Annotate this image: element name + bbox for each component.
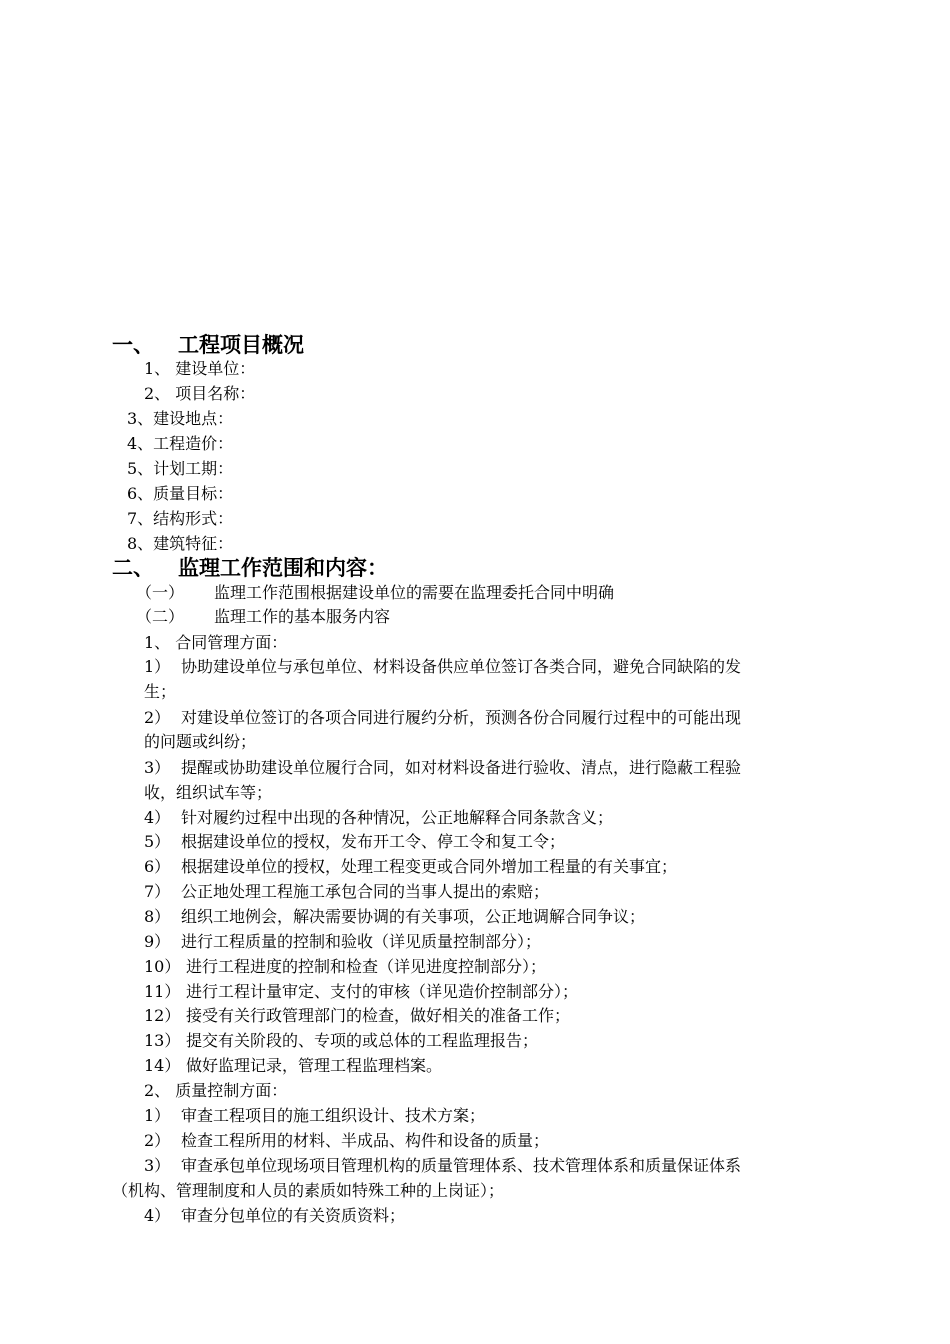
project-item-6: 6、质量目标： (127, 484, 234, 503)
contract-item-5-text: 根据建设单位的授权，发布开工令、停工令和复工令； (181, 832, 566, 851)
contract-item-3 (144, 756, 741, 780)
contract-item-9 (144, 930, 541, 954)
contract-item-11-num: 11） (144, 982, 181, 1001)
contract-item-8 (144, 905, 645, 929)
quality-item-1-text: 审查工程项目的施工组织设计、技术方案； (181, 1106, 486, 1125)
contract-item-14-text: 做好监理记录，管理工程监理档案。 (186, 1056, 443, 1075)
quality-item-3-cont: （机构、管理制度和人员的素质如特殊工种的上岗证）； (112, 1181, 505, 1200)
contract-item-3-num: 3） (144, 758, 171, 777)
section-1-heading (112, 332, 304, 358)
contract-item-3-cont: 收，组织试车等； (144, 783, 273, 802)
contract-item-8-text: 组织工地例会，解决需要协调的有关事项，公正地调解合同争议； (181, 907, 646, 926)
quality-item-2-num: 2） (144, 1131, 171, 1150)
subsection-1 (136, 581, 614, 605)
contract-item-7 (144, 880, 549, 904)
contract-item-4-text: 针对履约过程中出现的各种情况，公正地解释合同条款含义； (181, 808, 614, 827)
contract-item-3-text: 提醒或协助建设单位履行合同，如对材料设备进行验收、清点，进行隐蔽工程验 (181, 758, 742, 777)
contract-item-9-num: 9） (144, 932, 171, 951)
project-item-2: 2、 项目名称： (144, 384, 256, 403)
section-2-heading (112, 555, 388, 581)
quality-item-3-num: 3） (144, 1156, 171, 1175)
contract-item-11 (144, 980, 578, 1004)
subsection-1-text: 监理工作范围根据建设单位的需要在监理委托合同中明确 (214, 583, 615, 602)
quality-item-2-text: 检查工程所用的材料、半成品、构件和设备的质量； (181, 1131, 550, 1150)
contract-item-9-text: 进行工程质量的控制和验收（详见质量控制部分）； (181, 932, 542, 951)
contract-item-10-text: 进行工程进度的控制和检查（详见进度控制部分）； (186, 957, 547, 976)
contract-item-7-text: 公正地处理工程施工承包合同的当事人提出的索赔； (181, 882, 550, 901)
quality-item-2 (144, 1129, 549, 1153)
section-2-title: 监理工作范围和内容： (178, 555, 388, 580)
project-item-1: 1、 建设单位： (144, 359, 256, 378)
subsection-2 (136, 605, 390, 629)
contract-item-6 (144, 855, 677, 879)
contract-item-14-num: 14） (144, 1056, 181, 1075)
contract-item-2 (144, 706, 741, 730)
contract-item-7-num: 7） (144, 882, 171, 901)
section-1-title: 工程项目概况 (178, 332, 304, 357)
contract-item-14 (144, 1054, 442, 1078)
section-2-number: 二、 (112, 555, 154, 580)
project-item-4: 4、工程造价： (127, 434, 234, 453)
contract-item-5 (144, 830, 565, 854)
project-item-5: 5、计划工期： (127, 459, 234, 478)
subsection-1-label: （一） (136, 583, 185, 602)
contract-item-4-num: 4） (144, 808, 171, 827)
section-1-number: 一、 (112, 332, 154, 357)
quality-item-4-num: 4） (144, 1206, 171, 1225)
contract-item-1 (144, 655, 741, 679)
contract-item-11-text: 进行工程计量审定、支付的审核（详见造价控制部分）； (186, 982, 579, 1001)
quality-item-4 (144, 1204, 405, 1228)
contract-item-12-num: 12） (144, 1006, 181, 1025)
project-item-3: 3、建设地点： (127, 409, 234, 428)
contract-item-4 (144, 806, 613, 830)
quality-item-1 (144, 1104, 485, 1128)
quality-item-4-text: 审查分包单位的有关资质资料； (181, 1206, 406, 1225)
contract-item-12-text: 接受有关行政管理部门的检查，做好相关的准备工作； (186, 1006, 571, 1025)
project-item-8: 8、建筑特征： (127, 534, 234, 553)
contract-item-1-num: 1） (144, 657, 171, 676)
contract-item-2-text: 对建设单位签订的各项合同进行履约分析，预测各份合同履行过程中的可能出现 (181, 708, 742, 727)
contract-item-10-num: 10） (144, 957, 181, 976)
contract-item-2-cont: 的问题或纠纷； (144, 732, 257, 751)
contract-item-2-num: 2） (144, 708, 171, 727)
contract-item-13-num: 13） (144, 1031, 181, 1050)
contract-item-12 (144, 1004, 570, 1028)
quality-heading: 2、 质量控制方面： (144, 1081, 288, 1100)
contract-item-6-text: 根据建设单位的授权，处理工程变更或合同外增加工程量的有关事宜； (181, 857, 678, 876)
quality-item-3 (144, 1154, 741, 1178)
contract-heading: 1、 合同管理方面： (144, 633, 288, 652)
contract-item-8-num: 8） (144, 907, 171, 926)
contract-item-1-cont: 生； (144, 682, 177, 701)
project-item-7: 7、结构形式： (127, 509, 234, 528)
subsection-2-label: （二） (136, 607, 185, 626)
quality-item-1-num: 1） (144, 1106, 171, 1125)
contract-item-13-text: 提交有关阶段的、专项的或总体的工程监理报告； (186, 1031, 539, 1050)
subsection-2-text: 监理工作的基本服务内容 (214, 607, 391, 626)
contract-item-10 (144, 955, 546, 979)
quality-item-3-text: 审查承包单位现场项目管理机构的质量管理体系、技术管理体系和质量保证体系 (181, 1156, 742, 1175)
contract-item-6-num: 6） (144, 857, 171, 876)
contract-item-13 (144, 1029, 538, 1053)
contract-item-1-text: 协助建设单位与承包单位、材料设备供应单位签订各类合同，避免合同缺陷的发 (181, 657, 742, 676)
contract-item-5-num: 5） (144, 832, 171, 851)
